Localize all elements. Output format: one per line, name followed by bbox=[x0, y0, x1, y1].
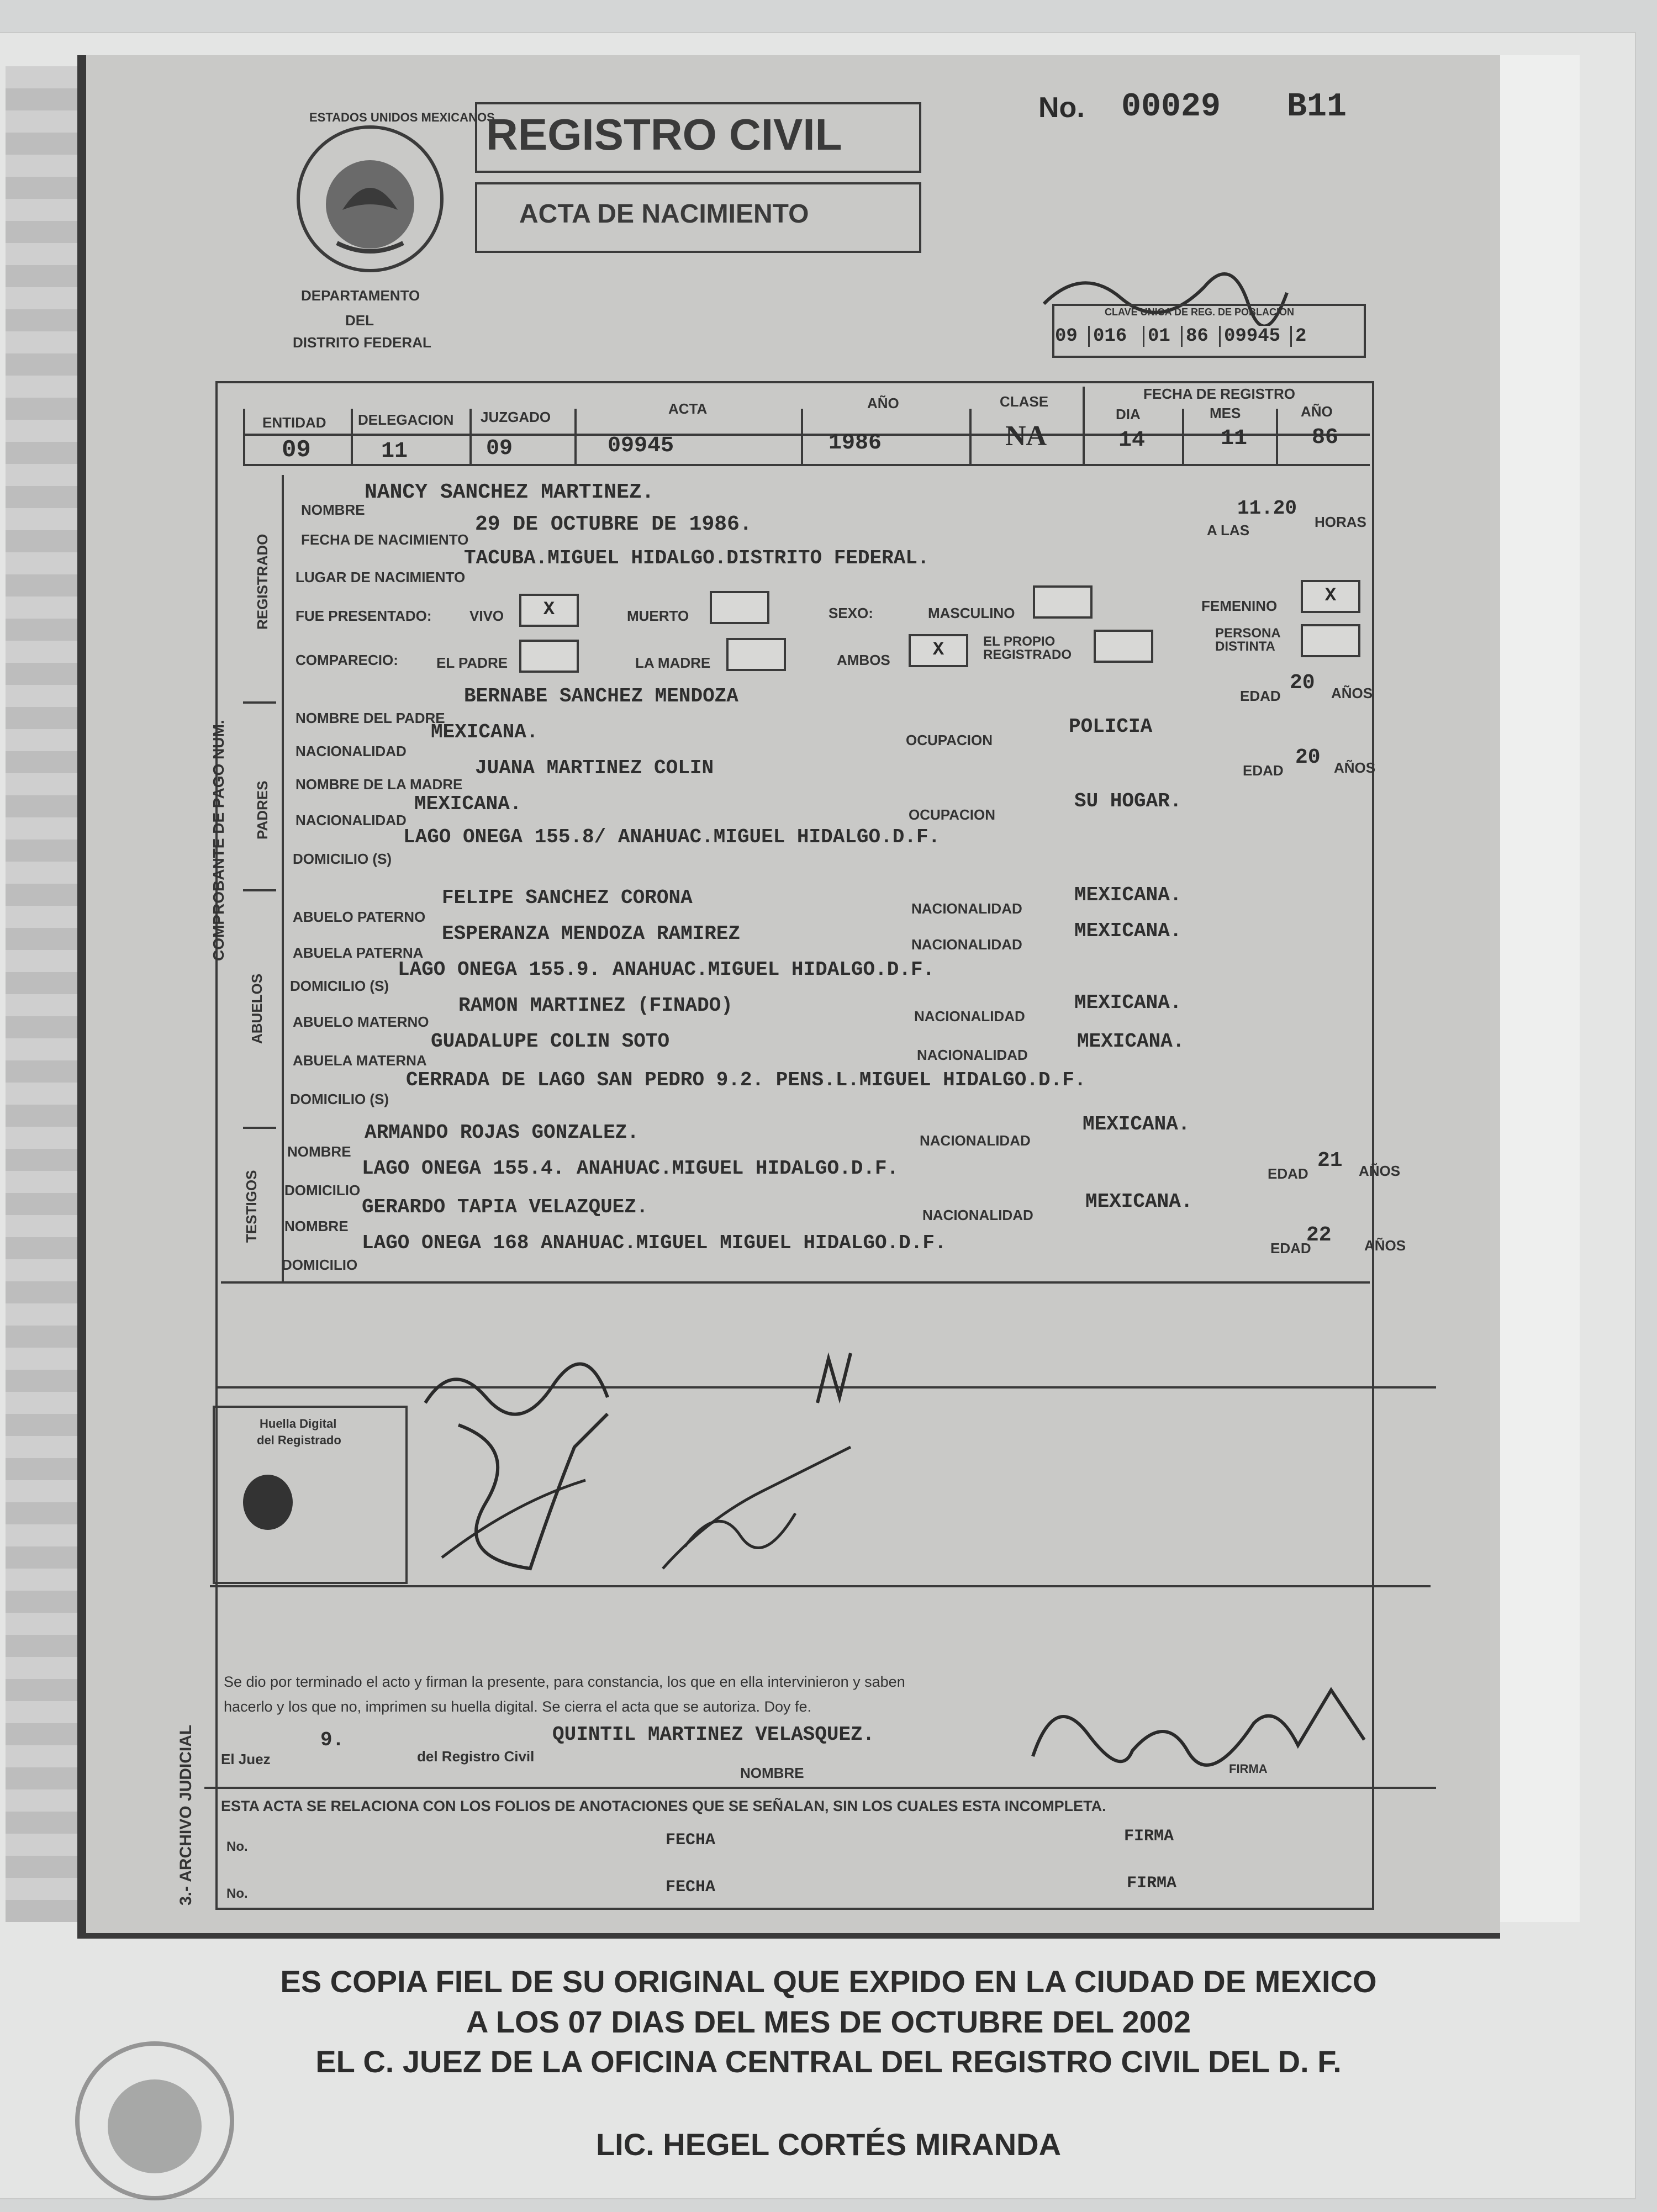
value-ano: 1986 bbox=[828, 431, 882, 456]
label-abuela-materna: ABUELA MATERNA bbox=[293, 1052, 427, 1069]
col-divider bbox=[574, 409, 577, 464]
label-la-madre: LA MADRE bbox=[635, 654, 711, 671]
curp-cell: 86 bbox=[1183, 326, 1221, 347]
col-divider bbox=[351, 409, 353, 464]
checkbox-la-madre[interactable] bbox=[726, 638, 786, 671]
header-delegacion: DELEGACION bbox=[358, 411, 454, 428]
judge-signature bbox=[1022, 1668, 1408, 1789]
label-sexo: SEXO: bbox=[828, 605, 873, 621]
curp-cells bbox=[1055, 326, 1317, 347]
signatures bbox=[376, 1337, 983, 1602]
checkbox-femenino[interactable]: X bbox=[1301, 580, 1360, 613]
header-clase: CLASE bbox=[1000, 393, 1049, 410]
header-entidad: ENTIDAD bbox=[262, 414, 326, 431]
label-lugar-nacimiento: LUGAR DE NACIMIENTO bbox=[295, 569, 466, 585]
label-registro-civil: del Registro Civil bbox=[417, 1748, 535, 1765]
fingerprint-label-1: Huella Digital bbox=[260, 1417, 337, 1430]
value-hora: 11.20 bbox=[1237, 497, 1297, 520]
value-testigo2-domicilio: LAGO ONEGA 168 ANAHUAC.MIGUEL MIGUEL HIDALGO.D.F. bbox=[362, 1232, 947, 1254]
value-dia: 14 bbox=[1118, 428, 1146, 453]
certification-line-2: A LOS 07 DIAS DEL MES DE OCTUBRE DEL 2002 bbox=[466, 2004, 1191, 2039]
label-firma-juez: FIRMA bbox=[1229, 1762, 1268, 1776]
label-testigo1-anos: AÑOS bbox=[1359, 1163, 1401, 1179]
col-divider bbox=[243, 409, 245, 464]
label-testigo1-nombre: NOMBRE bbox=[287, 1143, 351, 1160]
value-nac-abuelo-materno: MEXICANA. bbox=[1074, 991, 1182, 1014]
value-delegacion: 11 bbox=[381, 439, 408, 464]
value-nacionalidad-madre: MEXICANA. bbox=[414, 793, 522, 815]
label-testigo1-domicilio: DOMICILIO bbox=[284, 1182, 361, 1199]
header-ano: AÑO bbox=[867, 395, 899, 411]
folio-label: No. bbox=[1038, 92, 1085, 124]
label-abuelo-materno: ABUELO MATERNO bbox=[293, 1013, 429, 1030]
label-domicilio-maternos: DOMICILIO (S) bbox=[290, 1091, 389, 1107]
label-vivo: VIVO bbox=[469, 608, 504, 624]
label-horas: HORAS bbox=[1315, 514, 1366, 530]
label-testigo2-anos: AÑOS bbox=[1364, 1237, 1406, 1254]
checkbox-muerto[interactable] bbox=[710, 591, 769, 624]
label-nombre-juez: NOMBRE bbox=[740, 1765, 804, 1781]
label-testigo1-nac: NACIONALIDAD bbox=[920, 1132, 1031, 1149]
seal-text: ESTADOS UNIDOS MEXICANOS bbox=[309, 110, 495, 124]
side-label-registrado: REGISTRADO bbox=[254, 534, 271, 630]
value-testigo2-edad: 22 bbox=[1306, 1223, 1332, 1247]
value-clase: NA bbox=[1005, 420, 1047, 452]
label-persona-distinta: PERSONA DISTINTA bbox=[1215, 626, 1280, 654]
registry-bottom bbox=[243, 464, 1370, 466]
col-divider bbox=[1083, 387, 1085, 464]
label-muerto: MUERTO bbox=[627, 608, 689, 624]
value-nacionalidad-padre: MEXICANA. bbox=[431, 721, 539, 743]
label-nac-abuela-paterna: NACIONALIDAD bbox=[911, 936, 1022, 953]
label-el-padre: EL PADRE bbox=[436, 654, 508, 671]
label-el-juez: El Juez bbox=[221, 1751, 271, 1767]
section-divider bbox=[221, 1281, 1370, 1284]
department-line-3: DISTRITO FEDERAL bbox=[293, 334, 431, 351]
value-testigo2-nac: MEXICANA. bbox=[1085, 1190, 1193, 1213]
label-edad-madre: EDAD bbox=[1243, 762, 1284, 779]
value-edad-madre: 20 bbox=[1295, 746, 1321, 769]
value-testigo2-nombre: GERARDO TAPIA VELAZQUEZ. bbox=[362, 1196, 648, 1218]
value-abuelo-paterno: FELIPE SANCHEZ CORONA bbox=[442, 886, 693, 909]
checkbox-el-propio[interactable] bbox=[1094, 630, 1153, 663]
label-femenino: FEMENINO bbox=[1201, 598, 1278, 614]
checkbox-ambos[interactable]: X bbox=[909, 634, 968, 667]
header-fecha-registro: FECHA DE REGISTRO bbox=[1143, 386, 1295, 402]
label-fecha-nacimiento: FECHA DE NACIMIENTO bbox=[301, 531, 469, 548]
value-domicilio-padres: LAGO ONEGA 155.8/ ANAHUAC.MIGUEL HIDALGO.D.F. bbox=[403, 826, 941, 848]
col-divider bbox=[801, 409, 803, 464]
anotacion2-no: No. bbox=[226, 1886, 248, 1901]
value-testigo1-edad: 21 bbox=[1317, 1149, 1343, 1173]
fingerprint-mark bbox=[243, 1475, 293, 1530]
label-comparecio: COMPARECIO: bbox=[295, 652, 398, 668]
side-column-divider bbox=[282, 475, 284, 1281]
value-abuelo-materno: RAMON MARTINEZ (FINADO) bbox=[458, 994, 733, 1017]
value-acta: 09945 bbox=[608, 434, 674, 458]
side-label-padres: PADRES bbox=[254, 780, 271, 840]
section-divider bbox=[243, 889, 276, 891]
curp-cell: 09945 bbox=[1221, 326, 1292, 347]
header-dia: DIA bbox=[1116, 406, 1141, 423]
value-lugar-nacimiento: TACUBA.MIGUEL HIDALGO.DISTRITO FEDERAL. bbox=[464, 547, 930, 569]
label-ambos: AMBOS bbox=[837, 652, 890, 668]
value-fecha-nacimiento: 29 DE OCTUBRE DE 1986. bbox=[475, 513, 752, 536]
col-divider bbox=[969, 409, 972, 464]
header-ano-registro: AÑO bbox=[1301, 403, 1333, 420]
curp-label: CLAVE UNICA DE REG. DE POBLACION bbox=[1105, 307, 1295, 318]
checkbox-el-padre[interactable] bbox=[519, 640, 579, 673]
label-nacionalidad-madre: NACIONALIDAD bbox=[295, 812, 407, 828]
header-juzgado: JUZGADO bbox=[481, 409, 551, 425]
curp-cell: 01 bbox=[1144, 326, 1183, 347]
checkbox-masculino[interactable] bbox=[1033, 585, 1093, 619]
anotacion1-no: No. bbox=[226, 1839, 248, 1854]
anotaciones-text: ESTA ACTA SE RELACIONA CON LOS FOLIOS DE ANOTACIONES QUE SE SEÑALAN, SIN LOS CUALES ESTA INCOMPLETA. bbox=[221, 1798, 1106, 1814]
label-nac-abuela-materna: NACIONALIDAD bbox=[917, 1047, 1028, 1063]
value-domicilio-maternos: CERRADA DE LAGO SAN PEDRO 9.2. PENS.L.MIGUEL HIDALGO.D.F. bbox=[406, 1069, 1086, 1091]
col-divider bbox=[469, 409, 472, 464]
label-domicilio-paternos: DOMICILIO (S) bbox=[290, 978, 389, 994]
value-entidad: 09 bbox=[282, 436, 311, 464]
section-divider bbox=[243, 1127, 276, 1129]
certification-line-3: EL C. JUEZ DE LA OFICINA CENTRAL DEL REGISTRO CIVIL DEL D. F. bbox=[315, 2044, 1342, 2079]
side-label-testigos: TESTIGOS bbox=[243, 1170, 260, 1243]
label-nac-abuelo-paterno: NACIONALIDAD bbox=[911, 900, 1022, 917]
closing-text-1: Se dio por terminado el acto y firman la presente, para constancia, los que en ella intervinieron y saben bbox=[224, 1673, 905, 1690]
value-mes: 11 bbox=[1221, 426, 1248, 451]
label-el-propio: EL PROPIO REGISTRADO bbox=[983, 634, 1072, 662]
value-abuela-paterna: ESPERANZA MENDOZA RAMIREZ bbox=[442, 922, 741, 945]
value-ocupacion-madre: SU HOGAR. bbox=[1074, 790, 1182, 812]
value-abuela-materna: GUADALUPE COLIN SOTO bbox=[431, 1030, 670, 1053]
label-testigo2-domicilio: DOMICILIO bbox=[282, 1257, 358, 1273]
anotacion1-fecha: FECHA bbox=[666, 1831, 716, 1850]
anotacion2-firma: FIRMA bbox=[1127, 1874, 1177, 1893]
anotaciones-divider bbox=[204, 1787, 1436, 1789]
value-juzgado: 09 bbox=[486, 436, 513, 461]
side-label-abuelos: ABUELOS bbox=[249, 973, 265, 1044]
value-ocupacion-padre: POLICIA bbox=[1069, 715, 1153, 738]
header-mes: MES bbox=[1210, 405, 1241, 421]
label-masculino: MASCULINO bbox=[928, 605, 1015, 621]
folio-suffix: B11 bbox=[1287, 88, 1347, 126]
certification-line-1: ES COPIA FIEL DE SU ORIGINAL QUE EXPIDO EN LA CIUDAD DE MEXICO bbox=[280, 1964, 1377, 1999]
label-ocupacion-madre: OCUPACION bbox=[909, 806, 995, 823]
value-testigo1-domicilio: LAGO ONEGA 155.4. ANAHUAC.MIGUEL HIDALGO.D.F. bbox=[362, 1157, 899, 1180]
closing-text-2: hacerlo y los que no, imprimen su huella digital. Se cierra el acta que se autoriza. Doy fe. bbox=[224, 1698, 812, 1715]
national-seal-icon bbox=[287, 116, 453, 282]
registry-divider bbox=[243, 434, 1370, 436]
page-title: REGISTRO CIVIL bbox=[486, 110, 842, 159]
header-acta: ACTA bbox=[668, 400, 708, 417]
label-nac-abuelo-materno: NACIONALIDAD bbox=[914, 1008, 1025, 1025]
anotacion1-firma: FIRMA bbox=[1124, 1827, 1174, 1846]
label-a-las: A LAS bbox=[1207, 522, 1250, 539]
label-nombre-madre: NOMBRE DE LA MADRE bbox=[295, 776, 463, 793]
value-nombre-madre: JUANA MARTINEZ COLIN bbox=[475, 757, 714, 779]
label-ocupacion-padre: OCUPACION bbox=[906, 732, 993, 748]
label-domicilio-padres: DOMICILIO (S) bbox=[293, 851, 392, 867]
label-nombre: NOMBRE bbox=[301, 501, 365, 518]
curp-cell: 016 bbox=[1090, 326, 1144, 347]
value-juez-numero: 9. bbox=[320, 1729, 345, 1751]
label-edad-padre: EDAD bbox=[1240, 688, 1281, 704]
section-divider bbox=[243, 701, 276, 704]
department-line-1: DEPARTAMENTO bbox=[301, 287, 420, 304]
value-domicilio-paternos: LAGO ONEGA 155.9. ANAHUAC.MIGUEL HIDALGO.D.F. bbox=[398, 958, 935, 981]
value-nac-abuelo-paterno: MEXICANA. bbox=[1074, 884, 1182, 906]
curp-cell: 2 bbox=[1295, 326, 1307, 347]
value-juez-nombre: QUINTIL MARTINEZ VELASQUEZ. bbox=[552, 1723, 875, 1746]
value-nombre-padre: BERNABE SANCHEZ MENDOZA bbox=[464, 685, 738, 708]
col-divider bbox=[1182, 409, 1184, 464]
label-testigo2-edad: EDAD bbox=[1270, 1240, 1311, 1257]
value-testigo1-nac: MEXICANA. bbox=[1083, 1113, 1190, 1136]
fingerprint-label-2: del Registrado bbox=[257, 1433, 341, 1447]
value-testigo1-nombre: ARMANDO ROJAS GONZALEZ. bbox=[365, 1121, 639, 1144]
folio-number: 00029 bbox=[1121, 88, 1221, 126]
checkbox-persona-distinta[interactable] bbox=[1301, 624, 1360, 657]
label-anos-madre: AÑOS bbox=[1334, 759, 1376, 776]
label-abuela-paterna: ABUELA PATERNA bbox=[293, 944, 424, 961]
checkbox-vivo[interactable]: X bbox=[519, 594, 579, 627]
value-ano-registro: 86 bbox=[1312, 425, 1339, 450]
side-label-comprobante: COMPROBANTE DE PAGO NUM. bbox=[210, 720, 227, 961]
certification-signer: LIC. HEGEL CORTÉS MIRANDA bbox=[595, 2127, 1062, 2162]
department-line-2: DEL bbox=[345, 312, 374, 329]
label-anos-padre: AÑOS bbox=[1331, 685, 1373, 701]
label-fue-presentado: FUE PRESENTADO: bbox=[295, 608, 432, 624]
label-testigo2-nac: NACIONALIDAD bbox=[922, 1207, 1033, 1223]
document-subtitle: ACTA DE NACIMIENTO bbox=[519, 199, 809, 229]
curp-cell: 09 bbox=[1055, 326, 1090, 347]
label-testigo2-nombre: NOMBRE bbox=[284, 1218, 349, 1234]
col-divider bbox=[1276, 409, 1278, 464]
label-nacionalidad-padre: NACIONALIDAD bbox=[295, 743, 407, 759]
value-edad-padre: 20 bbox=[1290, 671, 1315, 695]
value-nac-abuela-materna: MEXICANA. bbox=[1077, 1030, 1185, 1053]
side-label-archivo: 3.- ARCHIVO JUDICIAL bbox=[177, 1724, 195, 1905]
label-testigo1-edad: EDAD bbox=[1268, 1165, 1308, 1182]
value-nombre: NANCY SANCHEZ MARTINEZ. bbox=[365, 481, 655, 504]
label-nombre-padre: NOMBRE DEL PADRE bbox=[295, 710, 445, 726]
anotacion2-fecha: FECHA bbox=[666, 1878, 716, 1897]
label-abuelo-paterno: ABUELO PATERNO bbox=[293, 909, 426, 925]
value-nac-abuela-paterna: MEXICANA. bbox=[1074, 920, 1182, 942]
